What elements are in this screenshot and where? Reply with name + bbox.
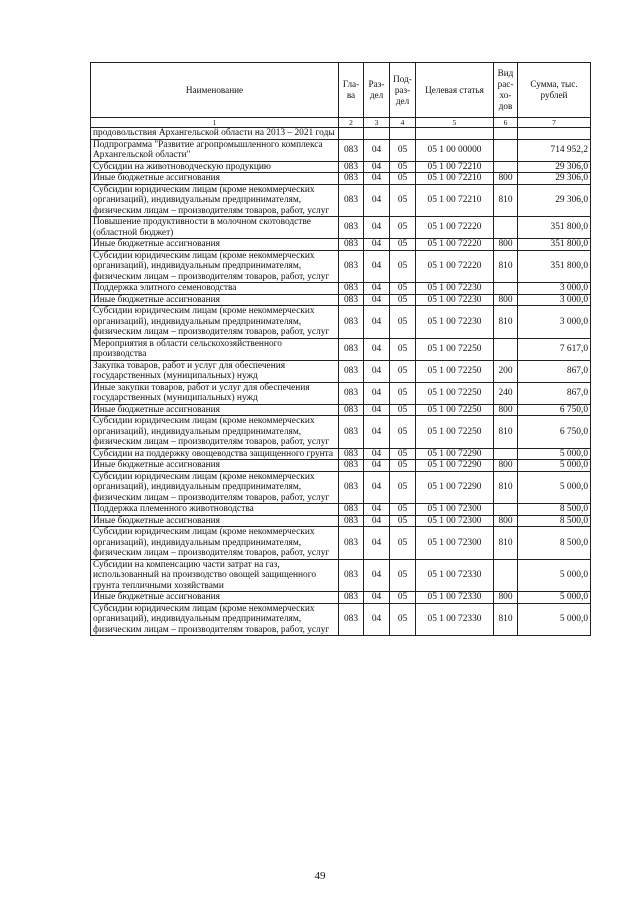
- cell-subsection: 05: [390, 504, 416, 516]
- cell-sum: 29 306,0: [518, 173, 591, 185]
- cell-target: 05 1 00 72250: [416, 338, 494, 360]
- cell-target: 05 1 00 72210: [416, 184, 494, 217]
- cell-chapter: 083: [339, 416, 364, 449]
- cell-exp-type: 800: [494, 173, 518, 185]
- cell-chapter: 083: [339, 471, 364, 504]
- cell-section: 04: [364, 404, 390, 416]
- cell-sum: 29 306,0: [518, 161, 591, 173]
- cell-section: 04: [364, 515, 390, 527]
- cell-chapter: 083: [339, 184, 364, 217]
- table-row: [91, 184, 591, 217]
- cell-section: 04: [364, 239, 390, 251]
- cell-exp-type: 800: [494, 294, 518, 306]
- table-row: [91, 382, 591, 404]
- cell-section: 04: [364, 306, 390, 339]
- cell-subsection: 05: [390, 184, 416, 217]
- column-number: 7: [518, 118, 591, 128]
- cell-sum: 867,0: [518, 382, 591, 404]
- cell-name: Субсидии юридическим лицам (кроме некоммерческих организаций), индивидуальным предпринимателям, физическим лицам – производителям товаров, работ, услуг: [91, 184, 339, 217]
- table-row: [91, 559, 591, 592]
- cell-sum: 5 000,0: [518, 603, 591, 636]
- table-row: [91, 404, 591, 416]
- cell-section: 04: [364, 471, 390, 504]
- cell-section: 04: [364, 294, 390, 306]
- table-row: [91, 250, 591, 283]
- cell-chapter: 083: [339, 360, 364, 382]
- cell-name: Иные бюджетные ассигнования: [91, 592, 339, 604]
- column-number: 4: [390, 118, 416, 128]
- cell-target: 05 1 00 72290: [416, 471, 494, 504]
- table-row: [91, 460, 591, 472]
- cell-sum: 867,0: [518, 360, 591, 382]
- header-target: Целевая статья: [416, 63, 494, 118]
- cell-target: 05 1 00 72290: [416, 460, 494, 472]
- cell-exp-type: 200: [494, 360, 518, 382]
- table-body: [91, 128, 591, 636]
- table-row: [91, 471, 591, 504]
- cell-chapter: [339, 128, 364, 140]
- page-number: 49: [314, 870, 326, 882]
- cell-section: 04: [364, 360, 390, 382]
- cell-exp-type: [494, 128, 518, 140]
- table-row: [91, 306, 591, 339]
- table-row: [91, 448, 591, 460]
- table-row: [91, 515, 591, 527]
- cell-name: Мероприятия в области сельскохозяйственного производства: [91, 338, 339, 360]
- cell-chapter: 083: [339, 382, 364, 404]
- cell-target: 05 1 00 72250: [416, 360, 494, 382]
- cell-section: 04: [364, 338, 390, 360]
- cell-name: Подпрограмма "Развитие агропромышленного комплекса Архангельской области": [91, 139, 339, 161]
- cell-subsection: 05: [390, 294, 416, 306]
- cell-chapter: 083: [339, 250, 364, 283]
- cell-exp-type: [494, 217, 518, 239]
- cell-sum: 5 000,0: [518, 559, 591, 592]
- header-subsection: Под-раз-дел: [390, 63, 416, 118]
- cell-name: Субсидии на поддержку овощеводства защищенного грунта: [91, 448, 339, 460]
- cell-chapter: 083: [339, 504, 364, 516]
- cell-section: 04: [364, 448, 390, 460]
- cell-subsection: 05: [390, 283, 416, 295]
- cell-subsection: 05: [390, 592, 416, 604]
- cell-name: Иные бюджетные ассигнования: [91, 294, 339, 306]
- cell-target: 05 1 00 72220: [416, 250, 494, 283]
- header-chapter: Гла-ва: [339, 63, 364, 118]
- table-row: [91, 294, 591, 306]
- cell-chapter: 083: [339, 239, 364, 251]
- cell-chapter: 083: [339, 515, 364, 527]
- cell-section: 04: [364, 139, 390, 161]
- cell-target: 05 1 00 72330: [416, 603, 494, 636]
- cell-subsection: 05: [390, 448, 416, 460]
- cell-name: Субсидии юридическим лицам (кроме некоммерческих организаций), индивидуальным предпринимателям, физическим лицам – производителям товаров, работ, услуг: [91, 471, 339, 504]
- table-row: [91, 161, 591, 173]
- cell-name: Иные бюджетные ассигнования: [91, 173, 339, 185]
- cell-chapter: 083: [339, 139, 364, 161]
- column-number: 1: [91, 118, 339, 128]
- cell-chapter: 083: [339, 294, 364, 306]
- cell-sum: 5 000,0: [518, 592, 591, 604]
- cell-chapter: 083: [339, 460, 364, 472]
- cell-subsection: 05: [390, 306, 416, 339]
- table-row: [91, 139, 591, 161]
- cell-name: Субсидии юридическим лицам (кроме некоммерческих организаций), индивидуальным предпринимателям, физическим лицам – производителям товаров, работ, услуг: [91, 306, 339, 339]
- cell-section: 04: [364, 504, 390, 516]
- header-exp-type: Вид рас-хо-дов: [494, 63, 518, 118]
- cell-subsection: [390, 128, 416, 140]
- cell-sum: 8 500,0: [518, 527, 591, 560]
- header-row: [91, 63, 591, 118]
- cell-target: 05 1 00 72210: [416, 161, 494, 173]
- cell-sum: 3 000,0: [518, 294, 591, 306]
- cell-subsection: 05: [390, 515, 416, 527]
- cell-subsection: 05: [390, 416, 416, 449]
- cell-section: 04: [364, 161, 390, 173]
- table-row: [91, 416, 591, 449]
- cell-sum: 351 800,0: [518, 250, 591, 283]
- cell-chapter: 083: [339, 283, 364, 295]
- cell-section: 04: [364, 559, 390, 592]
- cell-target: 05 1 00 72300: [416, 515, 494, 527]
- cell-subsection: 05: [390, 139, 416, 161]
- cell-subsection: 05: [390, 471, 416, 504]
- cell-target: 05 1 00 72300: [416, 527, 494, 560]
- cell-subsection: 05: [390, 404, 416, 416]
- cell-exp-type: 800: [494, 515, 518, 527]
- table-row: [91, 338, 591, 360]
- cell-chapter: 083: [339, 338, 364, 360]
- cell-exp-type: 800: [494, 592, 518, 604]
- cell-name: Закупка товаров, работ и услуг для обеспечения государственных (муниципальных) нужд: [91, 360, 339, 382]
- column-number: 2: [339, 118, 364, 128]
- cell-section: 04: [364, 592, 390, 604]
- cell-sum: 3 000,0: [518, 283, 591, 295]
- cell-name: Иные бюджетные ассигнования: [91, 460, 339, 472]
- cell-name: Повышение продуктивности в молочном скотоводстве (областной бюджет): [91, 217, 339, 239]
- cell-exp-type: 800: [494, 404, 518, 416]
- header-name: Наименование: [91, 63, 339, 118]
- cell-subsection: 05: [390, 338, 416, 360]
- cell-section: 04: [364, 416, 390, 449]
- cell-target: 05 1 00 72290: [416, 448, 494, 460]
- cell-subsection: 05: [390, 603, 416, 636]
- cell-name: Субсидии юридическим лицам (кроме некоммерческих организаций), индивидуальным предпринимателям, физическим лицам – производителям товаров, работ, услуг: [91, 416, 339, 449]
- cell-sum: 5 000,0: [518, 471, 591, 504]
- header-section: Раз-дел: [364, 63, 390, 118]
- cell-chapter: 083: [339, 161, 364, 173]
- column-number: 3: [364, 118, 390, 128]
- cell-exp-type: [494, 338, 518, 360]
- table-row: [91, 217, 591, 239]
- cell-chapter: 083: [339, 404, 364, 416]
- cell-chapter: 083: [339, 173, 364, 185]
- cell-subsection: 05: [390, 173, 416, 185]
- cell-chapter: 083: [339, 603, 364, 636]
- budget-table: [90, 62, 591, 636]
- column-number-row: [91, 118, 591, 128]
- cell-sum: 351 800,0: [518, 217, 591, 239]
- cell-sum: 5 000,0: [518, 460, 591, 472]
- cell-target: 05 1 00 72300: [416, 504, 494, 516]
- cell-chapter: 083: [339, 217, 364, 239]
- cell-target: 05 1 00 72250: [416, 416, 494, 449]
- cell-sum: 351 800,0: [518, 239, 591, 251]
- cell-exp-type: 810: [494, 603, 518, 636]
- cell-exp-type: 810: [494, 306, 518, 339]
- cell-exp-type: 800: [494, 239, 518, 251]
- cell-name: Субсидии на компенсацию части затрат на газ, использованный на производство овощей защищенного грунта тепличными хозяйствами: [91, 559, 339, 592]
- cell-target: 05 1 00 72330: [416, 559, 494, 592]
- cell-chapter: 083: [339, 448, 364, 460]
- cell-name: Субсидии на животноводческую продукцию: [91, 161, 339, 173]
- cell-target: 05 1 00 72230: [416, 306, 494, 339]
- cell-subsection: 05: [390, 239, 416, 251]
- cell-chapter: 083: [339, 527, 364, 560]
- cell-section: 04: [364, 527, 390, 560]
- cell-subsection: 05: [390, 527, 416, 560]
- table-row: [91, 283, 591, 295]
- cell-subsection: 05: [390, 559, 416, 592]
- cell-section: 04: [364, 173, 390, 185]
- cell-chapter: 083: [339, 306, 364, 339]
- cell-subsection: 05: [390, 460, 416, 472]
- cell-exp-type: [494, 448, 518, 460]
- cell-name: Иные бюджетные ассигнования: [91, 515, 339, 527]
- column-number: 5: [416, 118, 494, 128]
- cell-subsection: 05: [390, 250, 416, 283]
- cell-target: 05 1 00 72250: [416, 382, 494, 404]
- table-row: [91, 603, 591, 636]
- cell-section: 04: [364, 382, 390, 404]
- cell-sum: 6 750,0: [518, 404, 591, 416]
- table-row: [91, 239, 591, 251]
- cell-chapter: 083: [339, 592, 364, 604]
- table-row: [91, 128, 591, 140]
- cell-sum: 3 000,0: [518, 306, 591, 339]
- cell-chapter: 083: [339, 559, 364, 592]
- cell-sum: 7 617,0: [518, 338, 591, 360]
- cell-name: Иные бюджетные ассигнования: [91, 239, 339, 251]
- table-row: [91, 527, 591, 560]
- cell-sum: 714 952,2: [518, 139, 591, 161]
- cell-section: 04: [364, 184, 390, 217]
- cell-exp-type: 810: [494, 416, 518, 449]
- cell-sum: 5 000,0: [518, 448, 591, 460]
- cell-section: 04: [364, 460, 390, 472]
- cell-target: 05 1 00 72230: [416, 294, 494, 306]
- cell-exp-type: 810: [494, 471, 518, 504]
- cell-section: 04: [364, 283, 390, 295]
- cell-target: 05 1 00 72230: [416, 283, 494, 295]
- table-row: [91, 173, 591, 185]
- cell-exp-type: 810: [494, 250, 518, 283]
- cell-target: 05 1 00 72220: [416, 217, 494, 239]
- cell-exp-type: [494, 161, 518, 173]
- cell-name: Субсидии юридическим лицам (кроме некоммерческих организаций), индивидуальным предпринимателям, физическим лицам – производителям товаров, работ, услуг: [91, 603, 339, 636]
- cell-exp-type: [494, 559, 518, 592]
- header-sum: Сумма, тыс. рублей: [518, 63, 591, 118]
- cell-target: 05 1 00 72330: [416, 592, 494, 604]
- table-row: [91, 592, 591, 604]
- cell-target: 05 1 00 72210: [416, 173, 494, 185]
- cell-exp-type: 810: [494, 527, 518, 560]
- cell-name: Поддержка элитного семеноводства: [91, 283, 339, 295]
- cell-sum: [518, 128, 591, 140]
- column-number: 6: [494, 118, 518, 128]
- cell-name: Субсидии юридическим лицам (кроме некоммерческих организаций), индивидуальным предпринимателям, физическим лицам – производителям товаров, работ, услуг: [91, 527, 339, 560]
- cell-name: Иные бюджетные ассигнования: [91, 404, 339, 416]
- cell-sum: 8 500,0: [518, 515, 591, 527]
- cell-target: 05 1 00 72250: [416, 404, 494, 416]
- cell-name: Иные закупки товаров, работ и услуг для обеспечения государственных (муниципальных) нужд: [91, 382, 339, 404]
- cell-sum: 6 750,0: [518, 416, 591, 449]
- cell-subsection: 05: [390, 382, 416, 404]
- cell-subsection: 05: [390, 161, 416, 173]
- cell-subsection: 05: [390, 217, 416, 239]
- cell-section: [364, 128, 390, 140]
- cell-exp-type: 800: [494, 460, 518, 472]
- cell-exp-type: [494, 504, 518, 516]
- cell-name: продовольствия Архангельской области на 2013 – 2021 годы: [91, 128, 339, 140]
- cell-subsection: 05: [390, 360, 416, 382]
- cell-target: [416, 128, 494, 140]
- cell-name: Субсидии юридическим лицам (кроме некоммерческих организаций), индивидуальным предпринимателям, физическим лицам – производителям товаров, работ, услуг: [91, 250, 339, 283]
- cell-sum: 8 500,0: [518, 504, 591, 516]
- cell-exp-type: [494, 139, 518, 161]
- cell-target: 05 1 00 72220: [416, 239, 494, 251]
- cell-section: 04: [364, 250, 390, 283]
- cell-sum: 29 306,0: [518, 184, 591, 217]
- cell-name: Поддержка племенного животноводства: [91, 504, 339, 516]
- cell-exp-type: 810: [494, 184, 518, 217]
- table-row: [91, 504, 591, 516]
- cell-section: 04: [364, 603, 390, 636]
- table-row: [91, 360, 591, 382]
- cell-target: 05 1 00 00000: [416, 139, 494, 161]
- cell-exp-type: [494, 283, 518, 295]
- cell-exp-type: 240: [494, 382, 518, 404]
- cell-section: 04: [364, 217, 390, 239]
